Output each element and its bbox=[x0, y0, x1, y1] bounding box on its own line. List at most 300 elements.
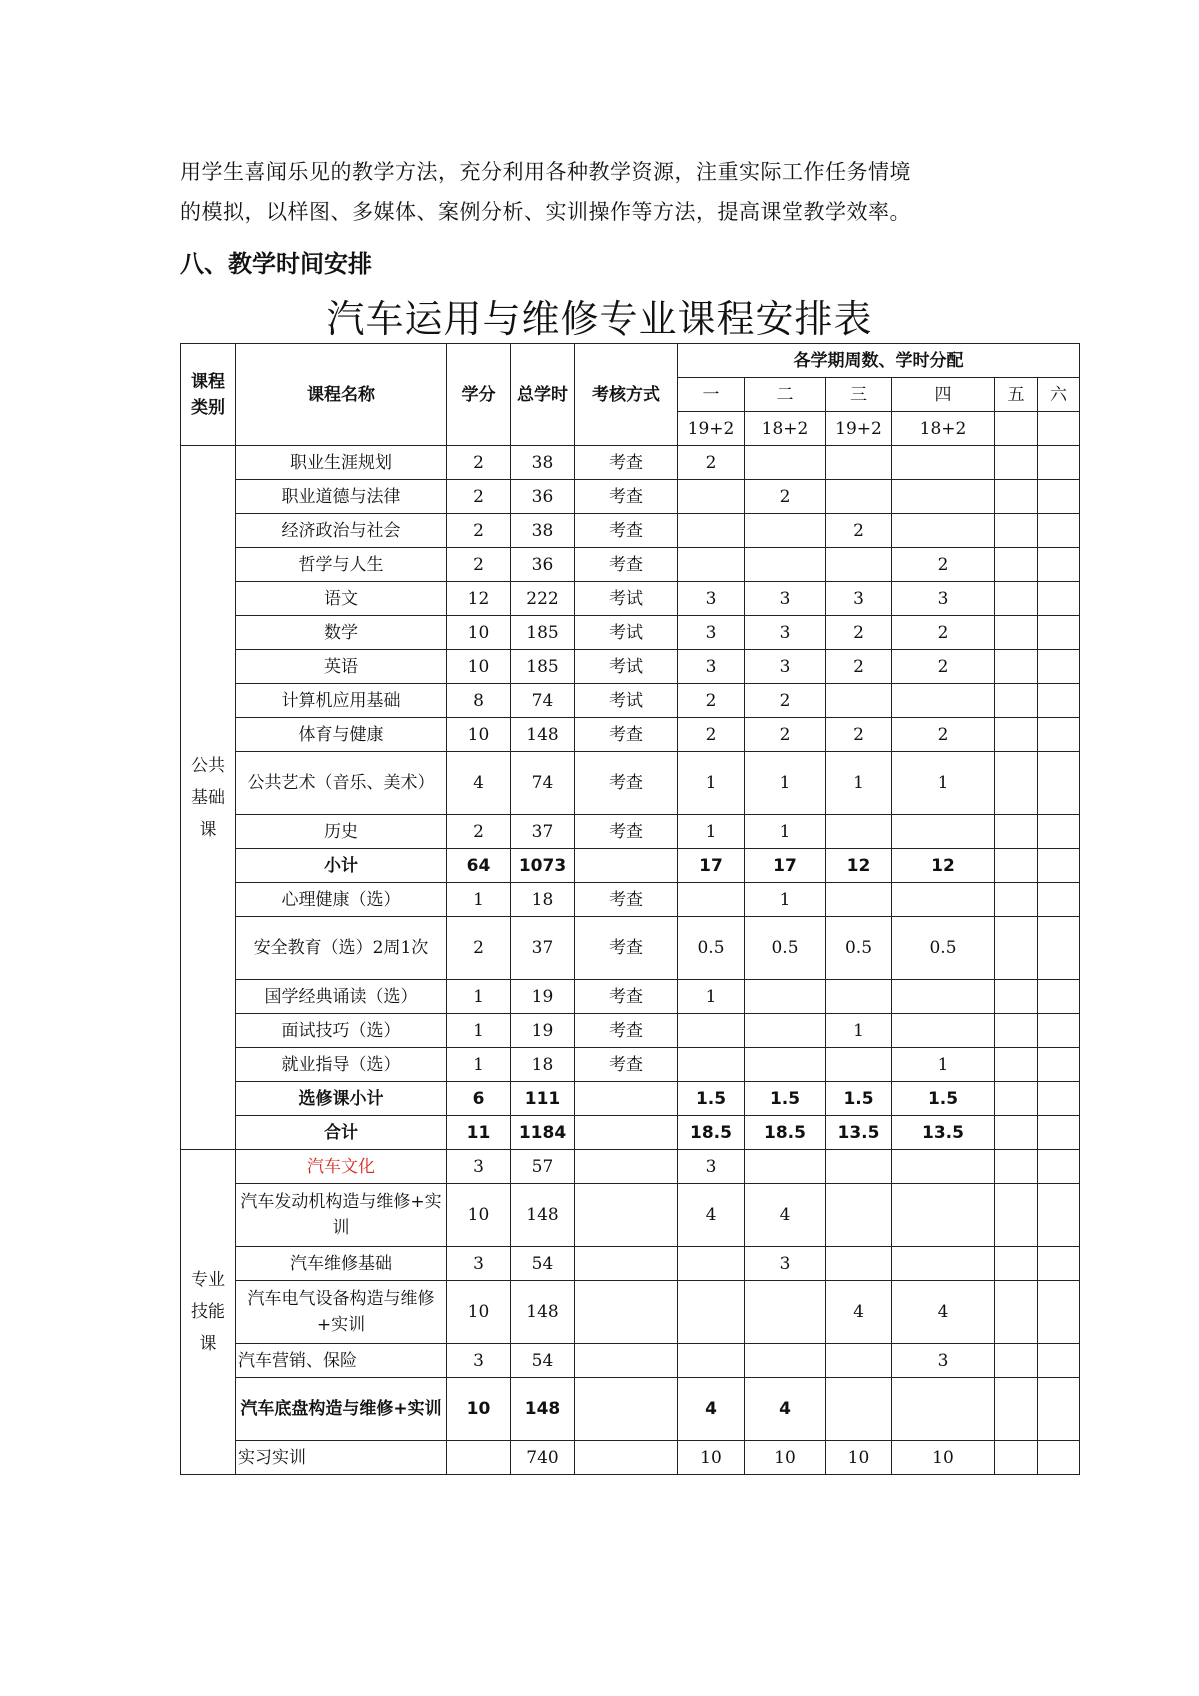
term-3-cell: 0.5 bbox=[826, 917, 892, 980]
term-2-cell: 0.5 bbox=[745, 917, 826, 980]
term-1-cell: 3 bbox=[678, 582, 745, 616]
course-name-cell: 计算机应用基础 bbox=[236, 684, 447, 718]
term-3-cell: 1 bbox=[826, 752, 892, 815]
term-3-cell: 1.5 bbox=[826, 1082, 892, 1116]
course-name-cell: 体育与健康 bbox=[236, 718, 447, 752]
course-name-cell: 哲学与人生 bbox=[236, 548, 447, 582]
term-2-cell: 4 bbox=[745, 1378, 826, 1441]
term-2-weeks: 18+2 bbox=[745, 412, 826, 446]
term-3-cell: 12 bbox=[826, 849, 892, 883]
course-name-cell: 汽车电气设备构造与维修+实训 bbox=[236, 1281, 447, 1344]
term-3-cell bbox=[826, 1344, 892, 1378]
term-1-cell bbox=[678, 1247, 745, 1281]
term-6-cell bbox=[1038, 1184, 1080, 1247]
assessment-cell: 考查 bbox=[575, 883, 678, 917]
term-2-cell bbox=[745, 514, 826, 548]
credit-cell: 3 bbox=[447, 1344, 511, 1378]
credit-cell: 3 bbox=[447, 1247, 511, 1281]
table-row bbox=[181, 917, 1080, 980]
term-6-cell bbox=[1038, 650, 1080, 684]
term-2-cell: 1.5 bbox=[745, 1082, 826, 1116]
table-row bbox=[181, 1378, 1080, 1441]
term-1-label: 一 bbox=[678, 378, 745, 412]
term-2-cell: 2 bbox=[745, 480, 826, 514]
category-public: 公共基础课 bbox=[181, 446, 236, 1150]
term-3-cell: 3 bbox=[826, 582, 892, 616]
term-3-cell bbox=[826, 883, 892, 917]
table-row bbox=[181, 684, 1080, 718]
credit-cell: 8 bbox=[447, 684, 511, 718]
credit-cell: 11 bbox=[447, 1116, 511, 1150]
credit-cell: 12 bbox=[447, 582, 511, 616]
credit-cell: 1 bbox=[447, 1014, 511, 1048]
term-6-cell bbox=[1038, 1014, 1080, 1048]
term-1-cell: 2 bbox=[678, 684, 745, 718]
term-5-cell bbox=[995, 980, 1038, 1014]
term-3-cell: 2 bbox=[826, 718, 892, 752]
credit-cell: 10 bbox=[447, 1281, 511, 1344]
header-assessment: 考核方式 bbox=[575, 344, 678, 446]
course-name-cell: 语文 bbox=[236, 582, 447, 616]
term-2-cell: 4 bbox=[745, 1184, 826, 1247]
term-5-cell bbox=[995, 1048, 1038, 1082]
assessment-cell: 考查 bbox=[575, 752, 678, 815]
hours-cell: 37 bbox=[511, 815, 575, 849]
term-4-cell: 1 bbox=[892, 1048, 995, 1082]
course-name-cell: 就业指导（选） bbox=[236, 1048, 447, 1082]
hours-cell: 37 bbox=[511, 917, 575, 980]
term-5-cell bbox=[995, 582, 1038, 616]
credit-cell: 1 bbox=[447, 1048, 511, 1082]
term-6-cell bbox=[1038, 548, 1080, 582]
table-row bbox=[181, 514, 1080, 548]
table-row bbox=[181, 980, 1080, 1014]
term-2-cell bbox=[745, 1344, 826, 1378]
course-name-cell: 汽车文化 bbox=[236, 1150, 447, 1184]
hours-cell: 19 bbox=[511, 980, 575, 1014]
hours-cell: 185 bbox=[511, 616, 575, 650]
credit-cell: 6 bbox=[447, 1082, 511, 1116]
credit-cell: 2 bbox=[447, 548, 511, 582]
header-distribution: 各学期周数、学时分配 bbox=[678, 344, 1080, 378]
assessment-cell: 考查 bbox=[575, 1014, 678, 1048]
term-4-cell bbox=[892, 1184, 995, 1247]
assessment-cell bbox=[575, 1281, 678, 1344]
term-3-weeks: 19+2 bbox=[826, 412, 892, 446]
term-3-cell bbox=[826, 1184, 892, 1247]
term-4-cell: 2 bbox=[892, 548, 995, 582]
credit-cell: 64 bbox=[447, 849, 511, 883]
term-5-cell bbox=[995, 1150, 1038, 1184]
hours-cell: 148 bbox=[511, 1378, 575, 1441]
term-5-cell bbox=[995, 752, 1038, 815]
hours-cell: 1184 bbox=[511, 1116, 575, 1150]
term-1-cell: 3 bbox=[678, 1150, 745, 1184]
assessment-cell: 考查 bbox=[575, 514, 678, 548]
term-1-cell: 0.5 bbox=[678, 917, 745, 980]
assessment-cell: 考查 bbox=[575, 446, 678, 480]
term-1-cell: 1 bbox=[678, 980, 745, 1014]
term-5-cell bbox=[995, 480, 1038, 514]
course-name-cell: 公共艺术（音乐、美术） bbox=[236, 752, 447, 815]
term-4-cell: 2 bbox=[892, 650, 995, 684]
term-4-label: 四 bbox=[892, 378, 995, 412]
table-row bbox=[181, 1344, 1080, 1378]
term-4-cell bbox=[892, 480, 995, 514]
term-6-cell bbox=[1038, 815, 1080, 849]
table-row bbox=[181, 1048, 1080, 1082]
table-row bbox=[181, 1150, 1080, 1184]
credit-cell: 3 bbox=[447, 1150, 511, 1184]
term-1-cell: 4 bbox=[678, 1378, 745, 1441]
term-5-cell bbox=[995, 650, 1038, 684]
assessment-cell bbox=[575, 1344, 678, 1378]
term-4-cell: 0.5 bbox=[892, 917, 995, 980]
term-4-cell bbox=[892, 514, 995, 548]
hours-cell: 222 bbox=[511, 582, 575, 616]
term-5-cell bbox=[995, 1116, 1038, 1150]
term-4-cell: 3 bbox=[892, 1344, 995, 1378]
term-6-cell bbox=[1038, 1378, 1080, 1441]
assessment-cell: 考查 bbox=[575, 980, 678, 1014]
term-6-cell bbox=[1038, 1082, 1080, 1116]
assessment-cell: 考查 bbox=[575, 815, 678, 849]
term-2-cell: 1 bbox=[745, 815, 826, 849]
header-credit: 学分 bbox=[447, 344, 511, 446]
term-5-cell bbox=[995, 1281, 1038, 1344]
term-2-cell: 17 bbox=[745, 849, 826, 883]
assessment-cell bbox=[575, 1116, 678, 1150]
hours-cell: 54 bbox=[511, 1344, 575, 1378]
term-3-cell: 1 bbox=[826, 1014, 892, 1048]
assessment-cell bbox=[575, 1378, 678, 1441]
credit-cell: 2 bbox=[447, 917, 511, 980]
credit-cell: 10 bbox=[447, 650, 511, 684]
term-3-cell bbox=[826, 1378, 892, 1441]
course-schedule-table bbox=[180, 343, 1080, 1475]
term-6-cell bbox=[1038, 917, 1080, 980]
term-3-cell: 2 bbox=[826, 650, 892, 684]
term-1-cell bbox=[678, 514, 745, 548]
term-3-cell bbox=[826, 684, 892, 718]
term-1-cell: 2 bbox=[678, 718, 745, 752]
course-name-cell: 小计 bbox=[236, 849, 447, 883]
table-row bbox=[181, 480, 1080, 514]
term-6-cell bbox=[1038, 1048, 1080, 1082]
hours-cell: 185 bbox=[511, 650, 575, 684]
term-1-cell: 4 bbox=[678, 1184, 745, 1247]
course-name-cell: 历史 bbox=[236, 815, 447, 849]
table-row bbox=[181, 446, 1080, 480]
term-1-cell bbox=[678, 1048, 745, 1082]
term-4-cell: 13.5 bbox=[892, 1116, 995, 1150]
term-3-cell: 4 bbox=[826, 1281, 892, 1344]
hours-cell: 18 bbox=[511, 1048, 575, 1082]
credit-cell: 2 bbox=[447, 446, 511, 480]
term-1-cell bbox=[678, 1014, 745, 1048]
assessment-cell bbox=[575, 849, 678, 883]
term-4-cell bbox=[892, 1378, 995, 1441]
assessment-cell: 考试 bbox=[575, 616, 678, 650]
course-name-cell: 实习实训 bbox=[236, 1441, 447, 1475]
term-5-cell bbox=[995, 917, 1038, 980]
credit-cell: 10 bbox=[447, 616, 511, 650]
course-name-cell: 英语 bbox=[236, 650, 447, 684]
term-5-cell bbox=[995, 718, 1038, 752]
assessment-cell: 考试 bbox=[575, 684, 678, 718]
course-name-cell: 职业道德与法律 bbox=[236, 480, 447, 514]
term-3-cell bbox=[826, 815, 892, 849]
term-4-cell: 1 bbox=[892, 752, 995, 815]
term-6-label: 六 bbox=[1038, 378, 1080, 412]
course-name-cell: 选修课小计 bbox=[236, 1082, 447, 1116]
table-row bbox=[181, 1082, 1080, 1116]
term-2-cell: 3 bbox=[745, 616, 826, 650]
term-5-weeks bbox=[995, 412, 1038, 446]
course-name-cell: 汽车发动机构造与维修+实训 bbox=[236, 1184, 447, 1247]
hours-cell: 36 bbox=[511, 480, 575, 514]
term-5-cell bbox=[995, 446, 1038, 480]
term-6-cell bbox=[1038, 1441, 1080, 1475]
term-6-cell bbox=[1038, 684, 1080, 718]
header-course-name: 课程名称 bbox=[236, 344, 447, 446]
course-name-cell: 经济政治与社会 bbox=[236, 514, 447, 548]
term-1-cell: 3 bbox=[678, 650, 745, 684]
course-name-cell: 国学经典诵读（选） bbox=[236, 980, 447, 1014]
term-4-cell bbox=[892, 883, 995, 917]
term-3-label: 三 bbox=[826, 378, 892, 412]
table-row bbox=[181, 1014, 1080, 1048]
intro-paragraph-line-1: 用学生喜闻乐见的教学方法，充分利用各种教学资源，注重实际工作任务情境 bbox=[180, 160, 911, 184]
term-1-cell bbox=[678, 883, 745, 917]
term-5-cell bbox=[995, 1184, 1038, 1247]
table-row bbox=[181, 650, 1080, 684]
table-row bbox=[181, 1247, 1080, 1281]
course-name-cell: 心理健康（选） bbox=[236, 883, 447, 917]
course-name-cell: 面试技巧（选） bbox=[236, 1014, 447, 1048]
credit-cell: 2 bbox=[447, 514, 511, 548]
term-1-cell: 3 bbox=[678, 616, 745, 650]
assessment-cell: 考查 bbox=[575, 718, 678, 752]
term-6-cell bbox=[1038, 1344, 1080, 1378]
hours-cell: 36 bbox=[511, 548, 575, 582]
term-2-cell bbox=[745, 1014, 826, 1048]
term-2-cell bbox=[745, 548, 826, 582]
credit-cell: 10 bbox=[447, 718, 511, 752]
term-2-cell bbox=[745, 1281, 826, 1344]
course-name-cell: 合计 bbox=[236, 1116, 447, 1150]
hours-cell: 38 bbox=[511, 446, 575, 480]
term-4-cell: 2 bbox=[892, 616, 995, 650]
term-6-cell bbox=[1038, 883, 1080, 917]
term-2-cell: 3 bbox=[745, 650, 826, 684]
term-3-cell bbox=[826, 980, 892, 1014]
hours-cell: 57 bbox=[511, 1150, 575, 1184]
term-2-cell: 2 bbox=[745, 718, 826, 752]
table-row bbox=[181, 849, 1080, 883]
hours-cell: 19 bbox=[511, 1014, 575, 1048]
section-heading: 八、教学时间安排 bbox=[180, 250, 372, 278]
hours-cell: 74 bbox=[511, 684, 575, 718]
intro-paragraph-line-2: 的模拟，以样图、多媒体、案例分析、实训操作等方法，提高课堂教学效率。 bbox=[180, 200, 911, 224]
credit-cell: 10 bbox=[447, 1184, 511, 1247]
term-4-weeks: 18+2 bbox=[892, 412, 995, 446]
term-4-cell bbox=[892, 815, 995, 849]
term-5-cell bbox=[995, 1378, 1038, 1441]
assessment-cell: 考查 bbox=[575, 548, 678, 582]
table-row bbox=[181, 815, 1080, 849]
credit-cell: 2 bbox=[447, 480, 511, 514]
term-2-cell bbox=[745, 446, 826, 480]
table-row bbox=[181, 1184, 1080, 1247]
term-4-cell bbox=[892, 980, 995, 1014]
term-4-cell: 2 bbox=[892, 718, 995, 752]
table-row bbox=[181, 582, 1080, 616]
course-name-cell: 安全教育（选）2周1次 bbox=[236, 917, 447, 980]
term-1-cell bbox=[678, 1344, 745, 1378]
term-3-cell bbox=[826, 1247, 892, 1281]
term-3-cell bbox=[826, 1150, 892, 1184]
term-4-cell bbox=[892, 1247, 995, 1281]
term-5-cell bbox=[995, 815, 1038, 849]
assessment-cell bbox=[575, 1247, 678, 1281]
term-3-cell bbox=[826, 548, 892, 582]
term-1-cell: 2 bbox=[678, 446, 745, 480]
term-3-cell bbox=[826, 446, 892, 480]
course-name-cell: 汽车底盘构造与维修+实训 bbox=[236, 1378, 447, 1441]
table-row bbox=[181, 548, 1080, 582]
table-title: 汽车运用与维修专业课程安排表 bbox=[326, 297, 873, 341]
course-name-cell: 职业生涯规划 bbox=[236, 446, 447, 480]
hours-cell: 74 bbox=[511, 752, 575, 815]
term-1-cell bbox=[678, 480, 745, 514]
term-3-cell: 2 bbox=[826, 514, 892, 548]
course-name-cell: 汽车维修基础 bbox=[236, 1247, 447, 1281]
table-row bbox=[181, 616, 1080, 650]
term-1-cell: 1 bbox=[678, 815, 745, 849]
term-5-cell bbox=[995, 548, 1038, 582]
table-row bbox=[181, 752, 1080, 815]
term-3-cell: 2 bbox=[826, 616, 892, 650]
term-2-label: 二 bbox=[745, 378, 826, 412]
term-1-cell bbox=[678, 548, 745, 582]
term-2-cell bbox=[745, 1048, 826, 1082]
assessment-cell: 考试 bbox=[575, 582, 678, 616]
term-4-cell: 12 bbox=[892, 849, 995, 883]
table-row bbox=[181, 1281, 1080, 1344]
term-3-cell: 10 bbox=[826, 1441, 892, 1475]
term-3-cell: 13.5 bbox=[826, 1116, 892, 1150]
assessment-cell: 考查 bbox=[575, 480, 678, 514]
term-6-cell bbox=[1038, 718, 1080, 752]
assessment-cell bbox=[575, 1150, 678, 1184]
term-2-cell: 3 bbox=[745, 582, 826, 616]
hours-cell: 148 bbox=[511, 1281, 575, 1344]
assessment-cell bbox=[575, 1184, 678, 1247]
header-hours: 总学时 bbox=[511, 344, 575, 446]
credit-cell: 4 bbox=[447, 752, 511, 815]
term-5-cell bbox=[995, 1441, 1038, 1475]
term-5-cell bbox=[995, 1082, 1038, 1116]
credit-cell: 10 bbox=[447, 1378, 511, 1441]
term-2-cell: 10 bbox=[745, 1441, 826, 1475]
table-row bbox=[181, 718, 1080, 752]
term-4-cell: 4 bbox=[892, 1281, 995, 1344]
term-6-cell bbox=[1038, 1281, 1080, 1344]
hours-cell: 111 bbox=[511, 1082, 575, 1116]
term-4-cell: 3 bbox=[892, 582, 995, 616]
assessment-cell: 考试 bbox=[575, 650, 678, 684]
hours-cell: 148 bbox=[511, 1184, 575, 1247]
credit-cell bbox=[447, 1441, 511, 1475]
term-6-cell bbox=[1038, 752, 1080, 815]
term-1-cell: 17 bbox=[678, 849, 745, 883]
term-4-cell: 10 bbox=[892, 1441, 995, 1475]
term-4-cell bbox=[892, 684, 995, 718]
term-5-cell bbox=[995, 1247, 1038, 1281]
credit-cell: 1 bbox=[447, 883, 511, 917]
hours-cell: 740 bbox=[511, 1441, 575, 1475]
category-professional: 专业技能课 bbox=[181, 1150, 236, 1475]
term-6-cell bbox=[1038, 514, 1080, 548]
term-4-cell bbox=[892, 1014, 995, 1048]
term-6-cell bbox=[1038, 446, 1080, 480]
term-1-cell: 18.5 bbox=[678, 1116, 745, 1150]
hours-cell: 148 bbox=[511, 718, 575, 752]
term-2-cell: 1 bbox=[745, 752, 826, 815]
term-5-cell bbox=[995, 514, 1038, 548]
term-6-cell bbox=[1038, 1116, 1080, 1150]
term-6-cell bbox=[1038, 1247, 1080, 1281]
term-3-cell bbox=[826, 1048, 892, 1082]
term-4-cell: 1.5 bbox=[892, 1082, 995, 1116]
term-6-cell bbox=[1038, 849, 1080, 883]
term-5-cell bbox=[995, 849, 1038, 883]
term-5-cell bbox=[995, 1014, 1038, 1048]
course-name-cell: 汽车营销、保险 bbox=[236, 1344, 447, 1378]
hours-cell: 18 bbox=[511, 883, 575, 917]
term-5-cell bbox=[995, 883, 1038, 917]
table-row bbox=[181, 883, 1080, 917]
term-6-cell bbox=[1038, 616, 1080, 650]
header-category: 课程类别 bbox=[181, 344, 236, 446]
table-row bbox=[181, 1441, 1080, 1475]
assessment-cell: 考查 bbox=[575, 1048, 678, 1082]
term-1-cell: 10 bbox=[678, 1441, 745, 1475]
term-5-cell bbox=[995, 684, 1038, 718]
term-6-weeks bbox=[1038, 412, 1080, 446]
term-6-cell bbox=[1038, 1150, 1080, 1184]
term-2-cell: 3 bbox=[745, 1247, 826, 1281]
term-5-cell bbox=[995, 616, 1038, 650]
term-3-cell bbox=[826, 480, 892, 514]
term-6-cell bbox=[1038, 582, 1080, 616]
term-1-cell: 1.5 bbox=[678, 1082, 745, 1116]
credit-cell: 1 bbox=[447, 980, 511, 1014]
hours-cell: 38 bbox=[511, 514, 575, 548]
course-name-cell: 数学 bbox=[236, 616, 447, 650]
assessment-cell bbox=[575, 1441, 678, 1475]
credit-cell: 2 bbox=[447, 815, 511, 849]
term-5-cell bbox=[995, 1344, 1038, 1378]
term-4-cell bbox=[892, 1150, 995, 1184]
term-2-cell: 1 bbox=[745, 883, 826, 917]
term-2-cell: 18.5 bbox=[745, 1116, 826, 1150]
term-2-cell bbox=[745, 1150, 826, 1184]
term-5-label: 五 bbox=[995, 378, 1038, 412]
term-1-weeks: 19+2 bbox=[678, 412, 745, 446]
term-6-cell bbox=[1038, 480, 1080, 514]
